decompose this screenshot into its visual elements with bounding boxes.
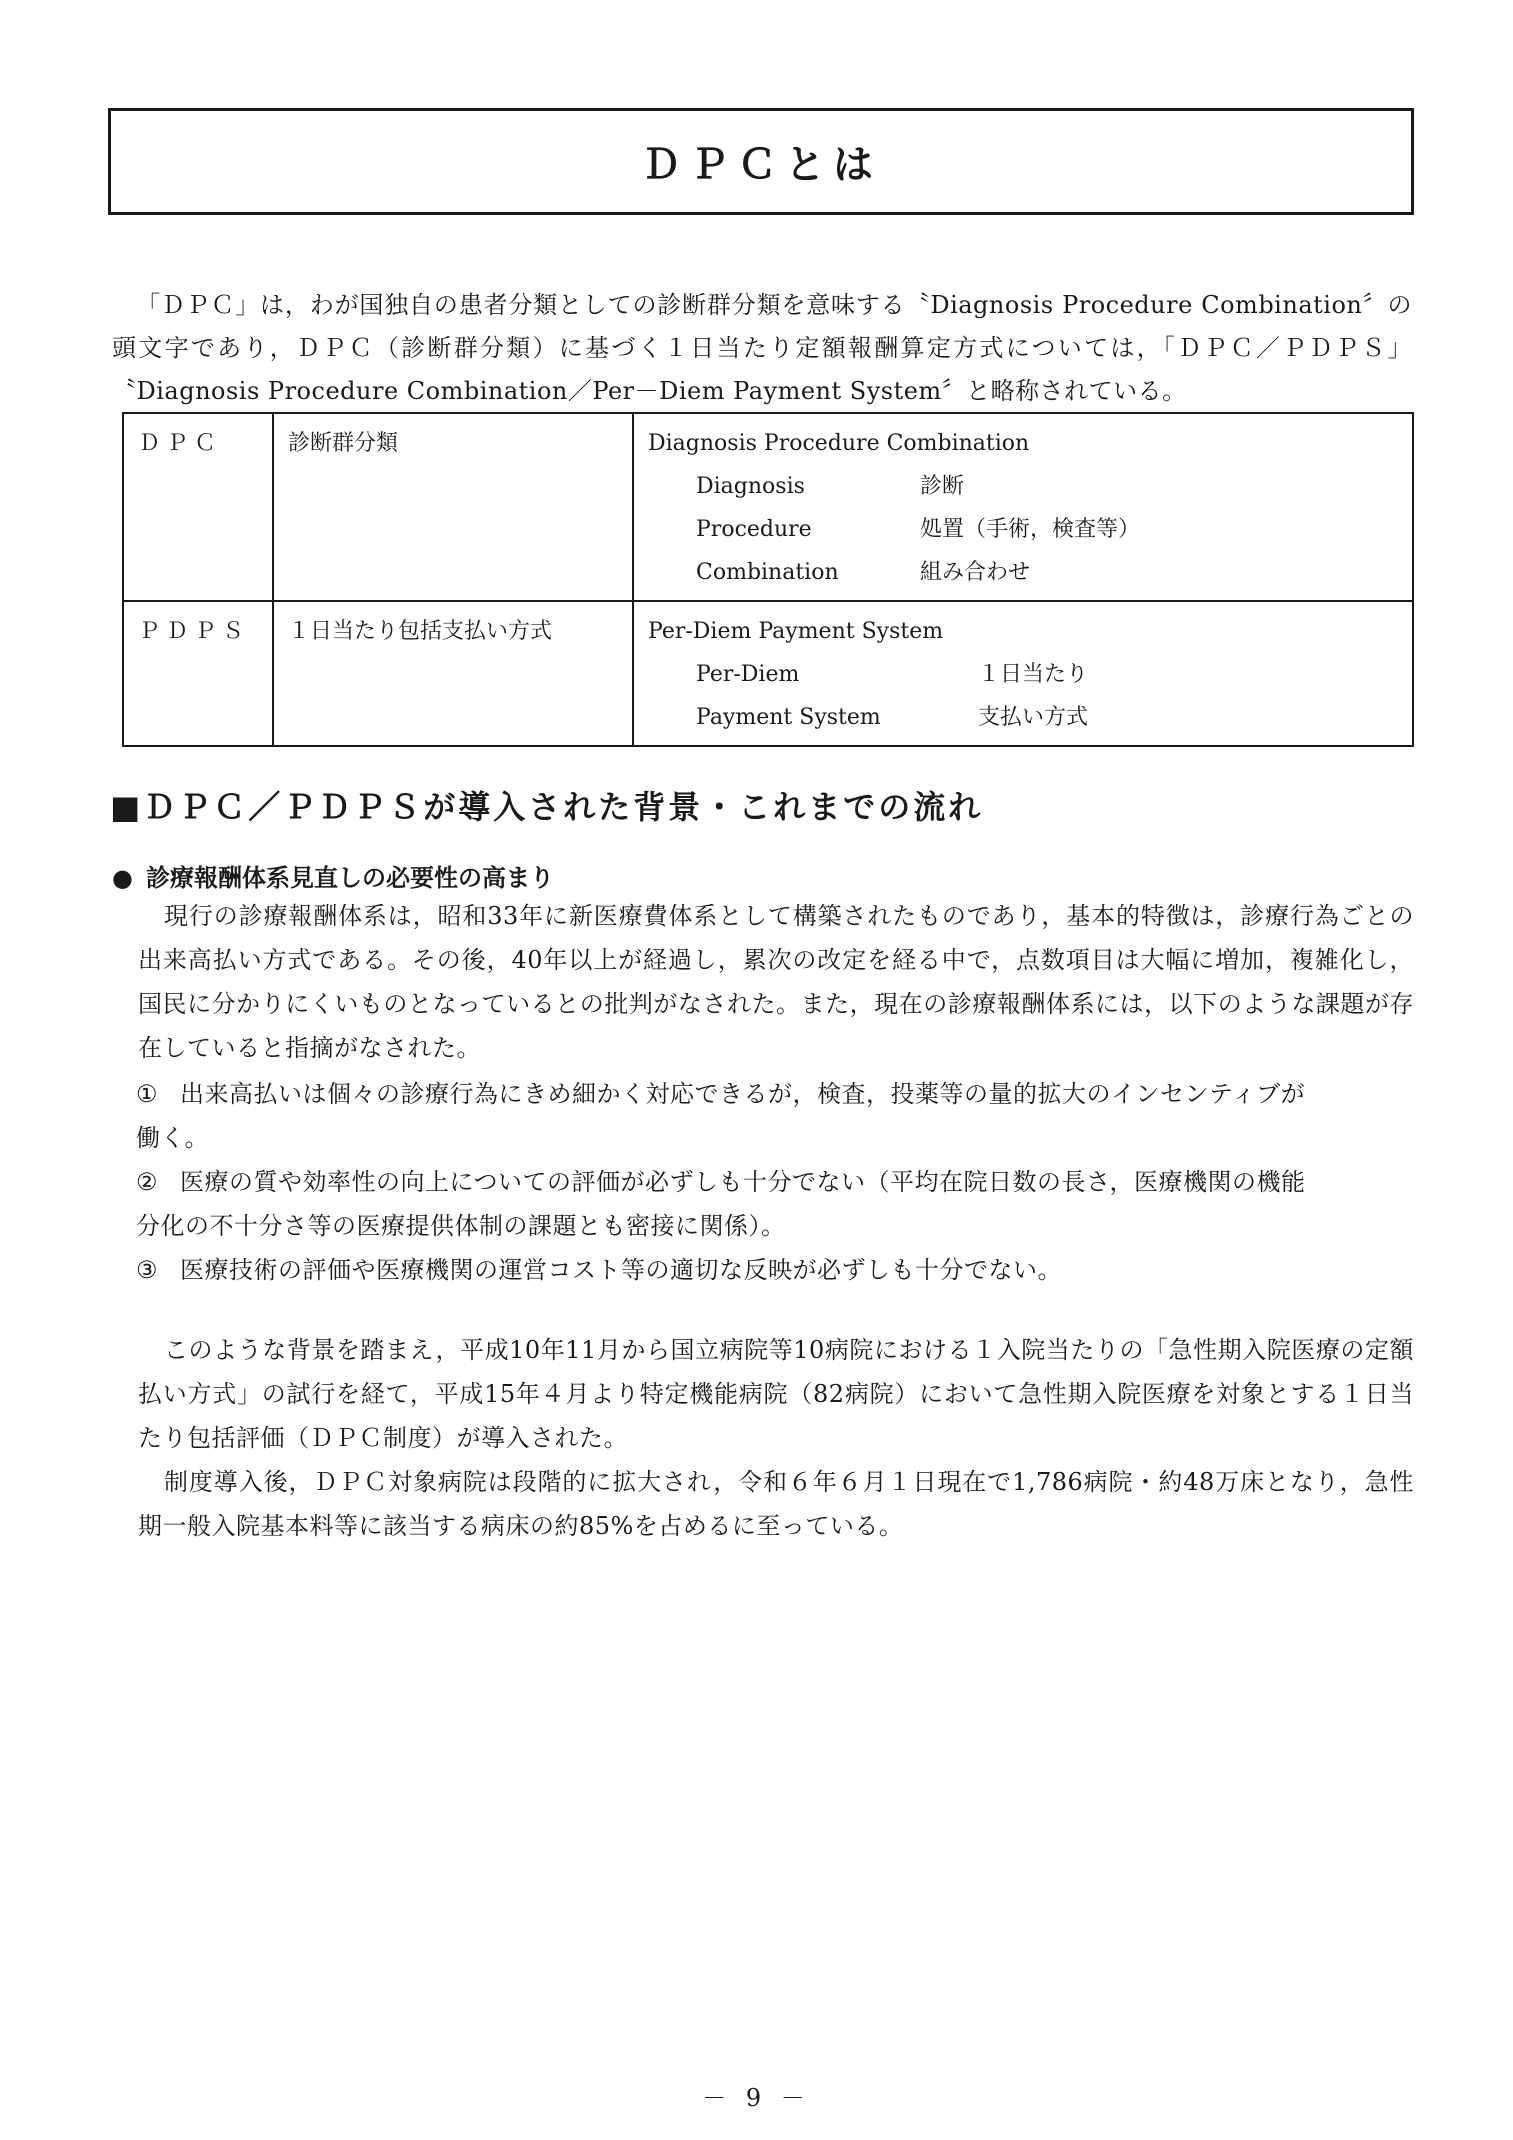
section-heading: ■ＤＰＣ／ＰＤＰＳが導入された背景・これまでの流れ: [110, 788, 984, 826]
en-cell: [633, 413, 1413, 601]
paragraph-text: 制度導入後，ＤＰＣ対象病院は段階的に拡大され，令和６年６月１日現在で1,786病院・約48万床となり，急性期一般入院基本料等に該当する病床の約85%を占めるに至っている。: [138, 1468, 1414, 1540]
definitions-table: [122, 412, 1414, 747]
sub-meaning: 処置（手術，検査等）: [920, 517, 1141, 542]
table-row: [123, 413, 1413, 601]
jp-cell: 診断群分類: [273, 413, 633, 601]
sub-term: Payment System: [696, 705, 881, 730]
paragraph-text: 現行の診療報酬体系は，昭和33年に新医療費体系として構築されたものであり，基本的特徴は，診療行為ごとの出来高払い方式である。その後，40年以上が経過し，累次の改定を経る中で，点数項目は大幅に増加，複雑化し，国民に分かりにくいものとなっているとの批判がなされた。また，現在の診療報酬体系には，以下のような課題が存在していると指摘がなされた。: [138, 902, 1414, 1062]
outcome-paragraphs: [138, 1328, 1414, 1548]
list-number: ③: [136, 1256, 159, 1284]
sub-meaning: 組み合わせ: [920, 560, 1031, 585]
abbr-cell: ＤＰＣ: [123, 413, 273, 601]
sub-row: [648, 696, 1398, 739]
sub-row: [648, 465, 1398, 508]
list-number: ②: [136, 1168, 159, 1196]
sub-term: Procedure: [696, 517, 812, 542]
sub-meaning: １日当たり: [978, 662, 1089, 687]
sub-meaning: 支払い方式: [978, 705, 1089, 730]
list-text: 医療技術の評価や医療機関の運営コスト等の適切な反映が必ずしも十分でない。: [180, 1256, 1062, 1284]
sub-meaning: 診断: [920, 474, 965, 499]
page-title: ＤＰＣとは: [108, 108, 1414, 215]
sub-term: Combination: [696, 560, 839, 585]
sub-row: [648, 551, 1398, 594]
list-item: [136, 1072, 1414, 1160]
en-cell: [633, 601, 1413, 746]
en-name: Diagnosis Procedure Combination: [648, 431, 1030, 456]
list-text-cont: 分化の不十分さ等の医療提供体制の課題とも密接に関係）。: [136, 1212, 786, 1240]
sub-row: [648, 508, 1398, 551]
jp-cell: １日当たり包括支払い方式: [273, 601, 633, 746]
bullet-heading-text: 診療報酬体系見直しの必要性の高まり: [146, 864, 554, 892]
paragraph-text: このような背景を踏まえ，平成10年11月から国立病院等10病院における１入院当たりの「急性期入院医療の定額払い方式」の試行を経て，平成15年４月より特定機能病院（82病院）において急性期入院医療を対象とする１日当たり包括評価（ＤＰＣ制度）が導入された。: [138, 1336, 1414, 1452]
page-number: － 9 －: [702, 2084, 811, 2112]
list-item: [136, 1248, 1414, 1292]
intro-paragraph: [112, 284, 1412, 413]
sub-term: Diagnosis: [696, 474, 805, 499]
en-name: Per-Diem Payment System: [648, 619, 944, 644]
background-paragraph: [138, 894, 1414, 1070]
issue-list: [136, 1072, 1414, 1292]
sub-term: Per-Diem: [696, 662, 800, 687]
list-item: [136, 1160, 1414, 1248]
intro-text: 「ＤＰＣ」は，わが国独自の患者分類としての診断群分類を意味する〝Diagnosis Procedure Combination〞の頭文字であり，ＤＰＣ（診断群分類）に基づく１日当たり定額報酬算定方式については，「ＤＰＣ／ＰＤＰＳ」〝Diagnosis Procedure Combination／Per－Diem Payment System〞と略称されている。: [112, 291, 1412, 405]
list-number: ①: [136, 1080, 159, 1108]
bullet-dot-icon: ●: [112, 864, 133, 892]
list-text: 出来高払いは個々の診療行為にきめ細かく対応できるが，検査，投薬等の量的拡大のインセンティブが: [180, 1080, 1306, 1108]
list-text-cont: 働く。: [136, 1124, 210, 1152]
abbr-cell: ＰＤＰＳ: [123, 601, 273, 746]
sub-row: [648, 653, 1398, 696]
bullet-heading: [112, 858, 554, 893]
table-row: [123, 601, 1413, 746]
list-text: 医療の質や効率性の向上についての評価が必ずしも十分でない（平均在院日数の長さ，医療機関の機能: [180, 1168, 1306, 1196]
